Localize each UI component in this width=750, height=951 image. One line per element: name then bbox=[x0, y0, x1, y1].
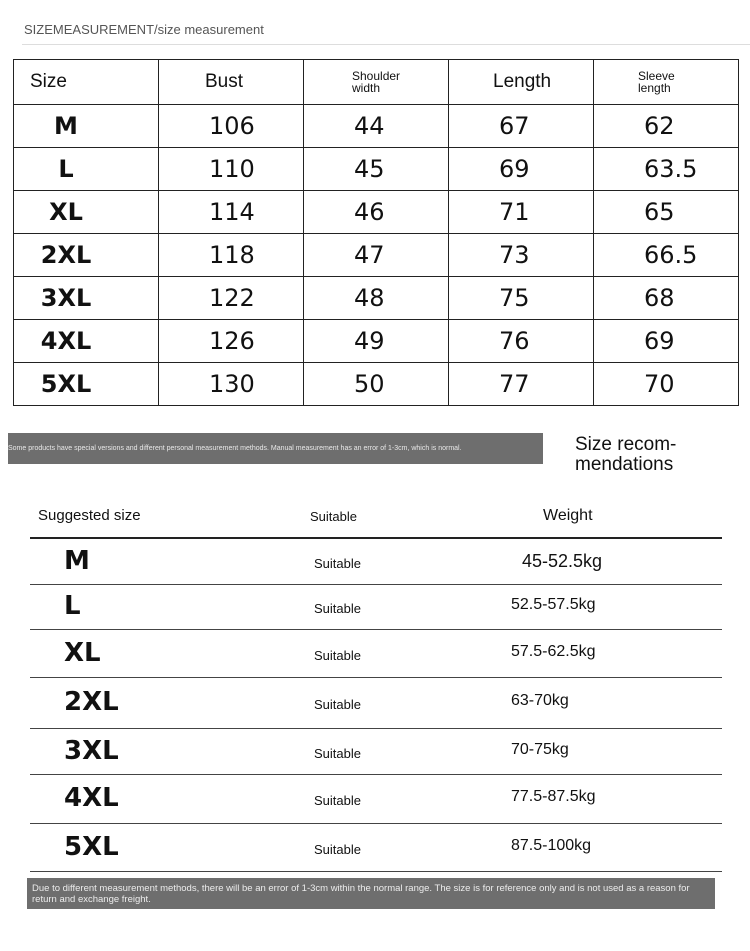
value-cell: 76 bbox=[449, 320, 594, 363]
value-cell: 69 bbox=[594, 320, 739, 363]
value-cell: 118 bbox=[159, 234, 304, 277]
col-suggested-size-header: Suggested size bbox=[38, 507, 141, 524]
value-cell: 62 bbox=[594, 105, 739, 148]
suitable-label: Suitable bbox=[314, 647, 361, 663]
suggested-size: M bbox=[64, 545, 90, 576]
value-cell: 122 bbox=[159, 277, 304, 320]
page-title: SIZEMEASUREMENT/size measurement bbox=[24, 22, 264, 37]
suggested-size: L bbox=[64, 591, 81, 621]
suitable-label: Suitable bbox=[314, 601, 361, 616]
value-cell: 65 bbox=[594, 191, 739, 234]
value-cell: 71 bbox=[449, 191, 594, 234]
list-item bbox=[30, 729, 722, 775]
weight-range: 70-75kg bbox=[511, 740, 569, 758]
table-header-row bbox=[14, 60, 739, 105]
table-row bbox=[14, 148, 739, 191]
disclaimer-footer: Due to different measurement methods, there will be an error of 1-3cm within the normal range. The size is for reference only and is not used as a reason for return and exchange freight. bbox=[27, 878, 715, 909]
table-row bbox=[14, 277, 739, 320]
value-cell: 63.5 bbox=[594, 148, 739, 191]
col-bust-header: Bust bbox=[159, 60, 304, 105]
value-cell: 46 bbox=[304, 191, 449, 234]
table-row bbox=[14, 191, 739, 234]
suitable-label: Suitable bbox=[314, 555, 361, 571]
size-cell: XL bbox=[14, 191, 159, 234]
suitable-label: Suitable bbox=[314, 793, 361, 808]
size-cell: 2XL bbox=[14, 234, 159, 277]
table-row bbox=[14, 105, 739, 148]
size-cell: 3XL bbox=[14, 277, 159, 320]
list-item bbox=[30, 539, 722, 585]
value-cell: 68 bbox=[594, 277, 739, 320]
suggested-size: 5XL bbox=[64, 831, 119, 862]
size-cell: L bbox=[14, 148, 159, 191]
list-item bbox=[30, 678, 722, 729]
weight-range: 45-52.5kg bbox=[522, 550, 603, 571]
measurement-note: Some products have special versions and different personal measurement methods. Manual measurement has an error of 1-3cm, which is normal. bbox=[8, 433, 543, 464]
col-weight-header: Weight bbox=[543, 507, 593, 524]
recommendation-title: Size recom- mendations bbox=[575, 434, 677, 475]
suggested-size: 3XL bbox=[64, 735, 119, 766]
value-cell: 67 bbox=[449, 105, 594, 148]
value-cell: 66.5 bbox=[594, 234, 739, 277]
value-cell: 77 bbox=[449, 363, 594, 406]
suitable-label: Suitable bbox=[314, 841, 361, 857]
value-cell: 110 bbox=[159, 148, 304, 191]
list-item bbox=[30, 585, 722, 630]
value-cell: 47 bbox=[304, 234, 449, 277]
value-cell: 73 bbox=[449, 234, 594, 277]
suitable-label: Suitable bbox=[314, 745, 361, 761]
list-item bbox=[30, 824, 722, 872]
value-cell: 50 bbox=[304, 363, 449, 406]
col-length-header: Length bbox=[449, 60, 594, 105]
list-item bbox=[30, 775, 722, 824]
value-cell: 130 bbox=[159, 363, 304, 406]
value-cell: 126 bbox=[159, 320, 304, 363]
value-cell: 48 bbox=[304, 277, 449, 320]
col-size-header: Size bbox=[14, 60, 159, 105]
suggested-size: 4XL bbox=[64, 783, 119, 813]
header-divider bbox=[22, 44, 750, 45]
suitable-label: Suitable bbox=[314, 697, 361, 712]
value-cell: 70 bbox=[594, 363, 739, 406]
value-cell: 45 bbox=[304, 148, 449, 191]
weight-range: 57.5-62.5kg bbox=[511, 642, 596, 660]
value-cell: 44 bbox=[304, 105, 449, 148]
weight-range: 63-70kg bbox=[511, 692, 569, 709]
value-cell: 49 bbox=[304, 320, 449, 363]
size-cell: 5XL bbox=[14, 363, 159, 406]
col-sleeve-header: Sleeve length bbox=[594, 60, 739, 105]
suggested-size: 2XL bbox=[64, 687, 119, 717]
size-measurement-table bbox=[13, 59, 739, 406]
col-suitable-header: Suitable bbox=[310, 509, 357, 524]
weight-range: 52.5-57.5kg bbox=[511, 596, 596, 613]
weight-range: 77.5-87.5kg bbox=[511, 788, 596, 805]
weight-range: 87.5-100kg bbox=[511, 836, 592, 854]
suggested-size: XL bbox=[64, 637, 101, 668]
value-cell: 114 bbox=[159, 191, 304, 234]
value-cell: 75 bbox=[449, 277, 594, 320]
table-row bbox=[14, 363, 739, 406]
value-cell: 106 bbox=[159, 105, 304, 148]
reco-header-row bbox=[30, 497, 722, 539]
col-shoulder-header: Shoulder width bbox=[304, 60, 449, 105]
size-recommendation-table bbox=[30, 497, 722, 872]
table-row bbox=[14, 320, 739, 363]
value-cell: 69 bbox=[449, 148, 594, 191]
size-cell: M bbox=[14, 105, 159, 148]
list-item bbox=[30, 630, 722, 678]
size-cell: 4XL bbox=[14, 320, 159, 363]
table-row bbox=[14, 234, 739, 277]
